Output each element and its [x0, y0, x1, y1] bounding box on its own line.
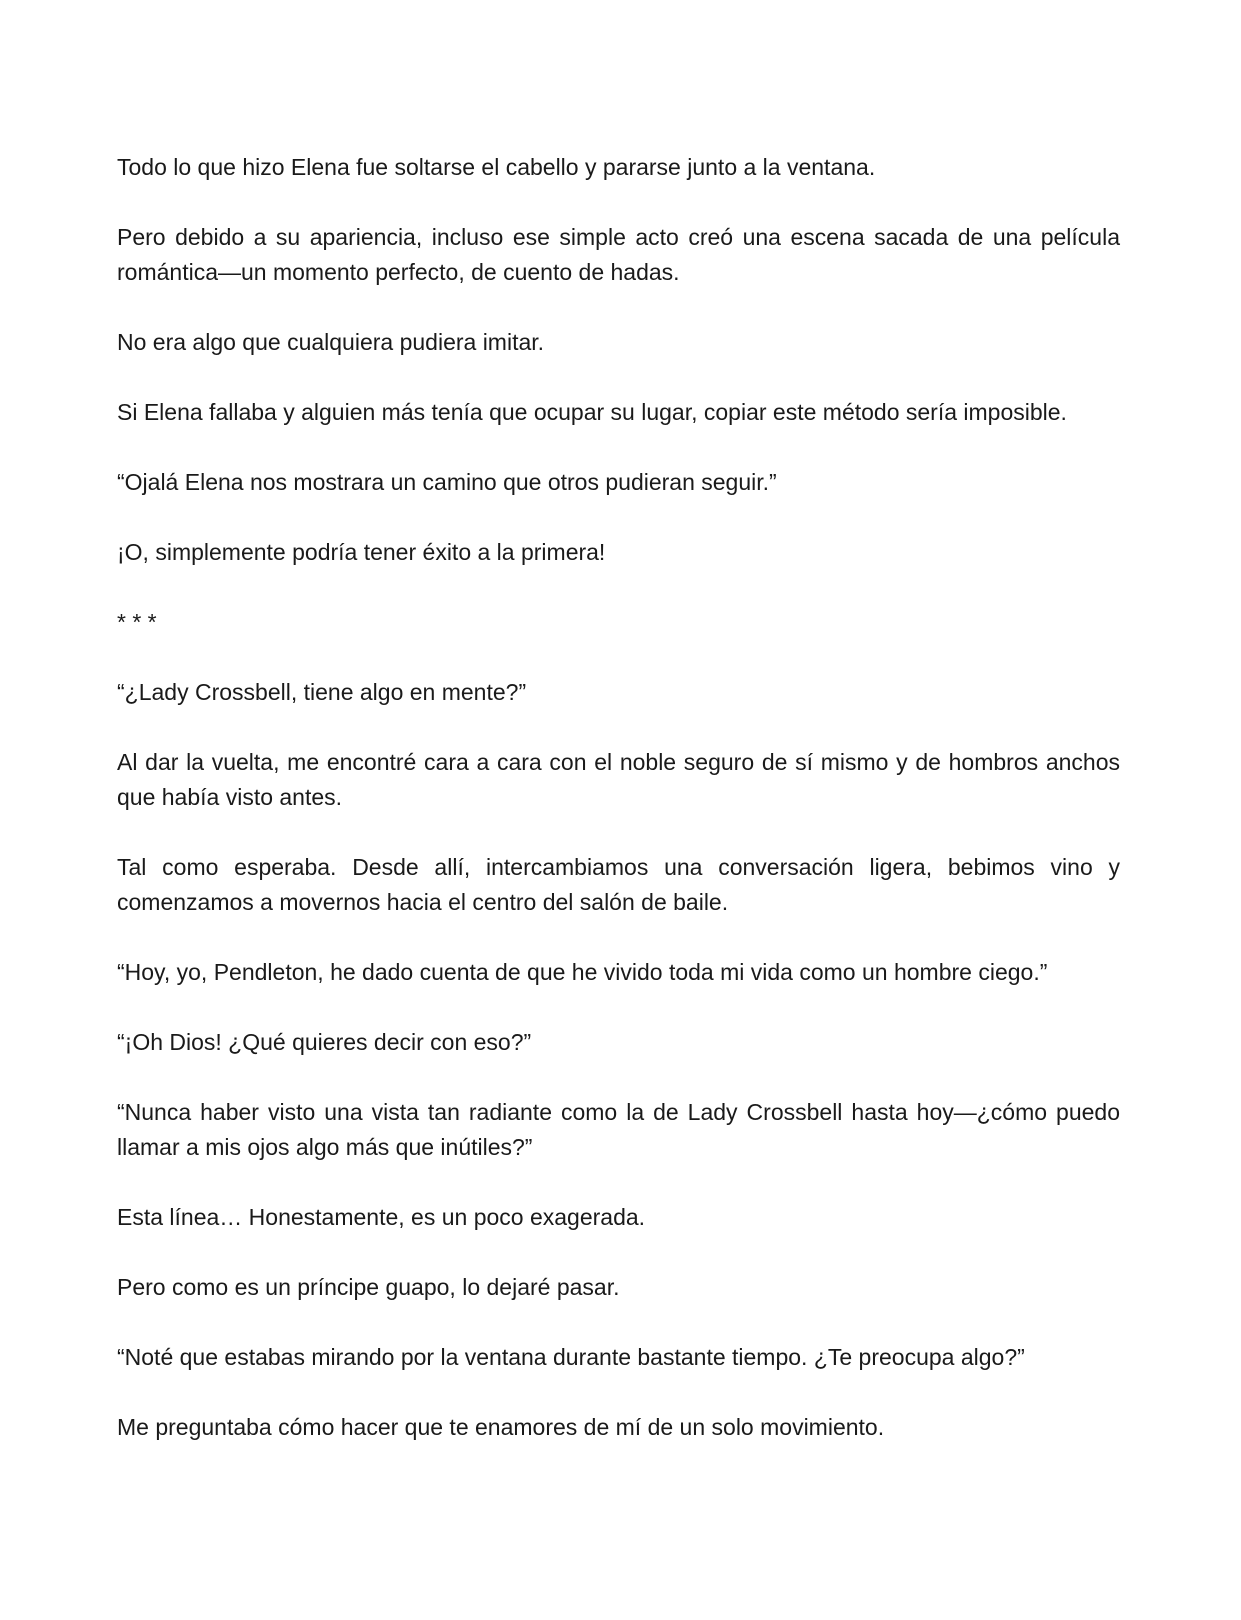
- paragraph-13: “Nunca haber visto una vista tan radiante como la de Lady Crossbell hasta hoy—¿cómo puedo llamar a mis ojos algo más que inútiles?”: [117, 1099, 1120, 1160]
- document-page: [117, 150, 1120, 1445]
- paragraph-12: “¡Oh Dios! ¿Qué quieres decir con eso?”: [117, 1029, 532, 1055]
- paragraph-17: Me preguntaba cómo hacer que te enamores de mí de un solo movimiento.: [117, 1414, 885, 1440]
- paragraph-15: Pero como es un príncipe guapo, lo dejaré pasar.: [117, 1274, 620, 1300]
- paragraph-14: Esta línea… Honestamente, es un poco exagerada.: [117, 1204, 646, 1230]
- paragraph-11: “Hoy, yo, Pendleton, he dado cuenta de que he vivido toda mi vida como un hombre ciego.”: [117, 959, 1048, 985]
- paragraph-5: “Ojalá Elena nos mostrara un camino que otros pudieran seguir.”: [117, 469, 777, 495]
- paragraph-6: ¡O, simplemente podría tener éxito a la primera!: [117, 539, 606, 565]
- paragraph-8: “¿Lady Crossbell, tiene algo en mente?”: [117, 679, 527, 705]
- paragraph-9: Al dar la vuelta, me encontré cara a cara con el noble seguro de sí mismo y de hombros anchos que había visto antes.: [117, 749, 1120, 810]
- paragraph-3: No era algo que cualquiera pudiera imitar.: [117, 329, 545, 355]
- scene-break: * * *: [117, 609, 157, 635]
- paragraph-4: Si Elena fallaba y alguien más tenía que ocupar su lugar, copiar este método sería imposible.: [117, 399, 1067, 425]
- paragraph-1: Todo lo que hizo Elena fue soltarse el cabello y pararse junto a la ventana.: [117, 154, 876, 180]
- paragraph-2: Pero debido a su apariencia, incluso ese simple acto creó una escena sacada de una película romántica—un momento perfecto, de cuento de hadas.: [117, 224, 1120, 285]
- paragraph-16: “Noté que estabas mirando por la ventana durante bastante tiempo. ¿Te preocupa algo?”: [117, 1344, 1025, 1370]
- paragraph-10: Tal como esperaba. Desde allí, intercambiamos una conversación ligera, bebimos vino y comenzamos a movernos hacia el centro del salón de baile.: [117, 854, 1120, 915]
